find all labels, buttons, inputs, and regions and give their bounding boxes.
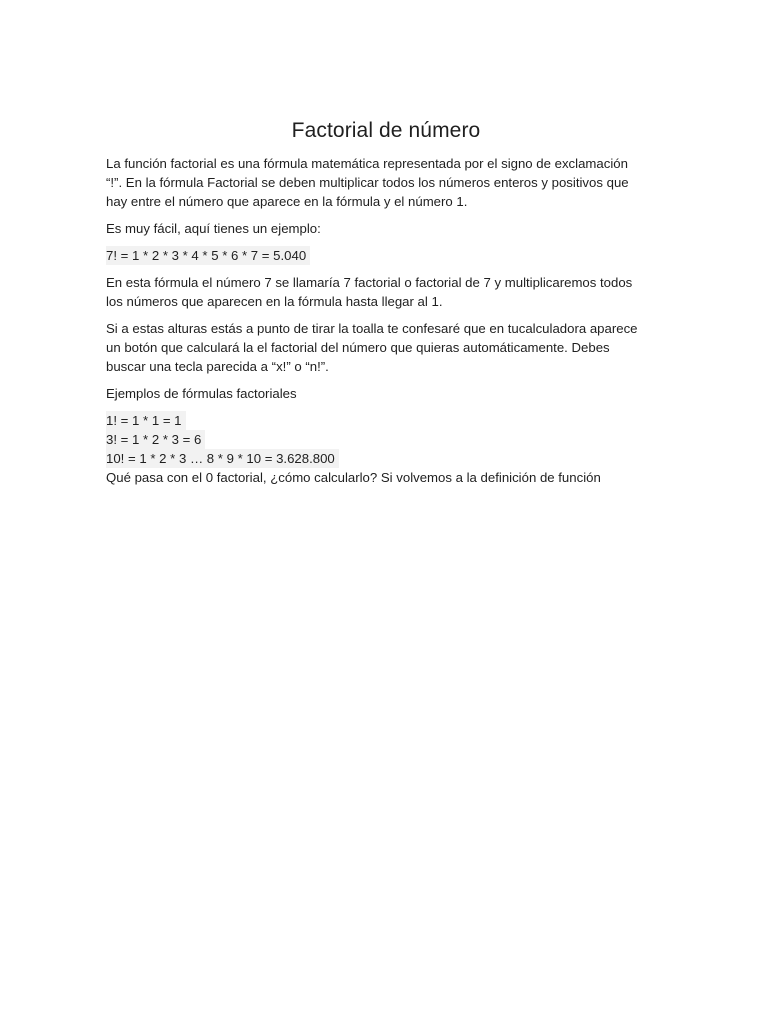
examples-list [106,411,666,468]
example-item: 10! = 1 * 2 * 3 … 8 * 9 * 10 = 3.628.800 [106,449,339,468]
example-intro: Es muy fácil, aquí tienes un ejemplo: [106,221,321,236]
examples-heading: Ejemplos de fórmulas factoriales [106,386,297,401]
explanation-line: En esta fórmula el número 7 se llamaría 7 factorial o factorial de 7 y multiplicaremos todos [106,275,633,290]
example-item: 3! = 1 * 2 * 3 = 6 [106,430,205,449]
closing-line: Qué pasa con el 0 factorial, ¿cómo calcularlo? Si volvemos a la definición de función [106,470,601,485]
document-content [106,116,666,487]
intro-paragraph [106,154,666,211]
page-title: Factorial de número [291,119,481,142]
explanation-line: los números que aparecen en la fórmula hasta llegar al 1. [106,294,443,309]
calculator-note-paragraph [106,319,666,376]
example-formula: 7! = 1 * 2 * 3 * 4 * 5 * 6 * 7 = 5.040 [106,246,310,265]
intro-line: La función factorial es una fórmula matemática representada por el signo de exclamación [106,156,628,171]
calculator-note-line: Si a estas alturas estás a punto de tirar la toalla te confesaré que en tucalculadora aparece [106,321,638,336]
explanation-paragraph [106,273,666,311]
calculator-note-line: buscar una tecla parecida a “x!” o “n!”. [106,359,329,374]
example-formula-block [106,246,666,265]
calculator-note-line: un botón que calculará la el factorial del número que quieras automáticamente. Debes [106,340,610,355]
intro-line: “!”. En la fórmula Factorial se deben multiplicar todos los números enteros y positivos que [106,175,629,190]
intro-line: hay entre el número que aparece en la fórmula y el número 1. [106,194,468,209]
example-item: 1! = 1 * 1 = 1 [106,411,186,430]
